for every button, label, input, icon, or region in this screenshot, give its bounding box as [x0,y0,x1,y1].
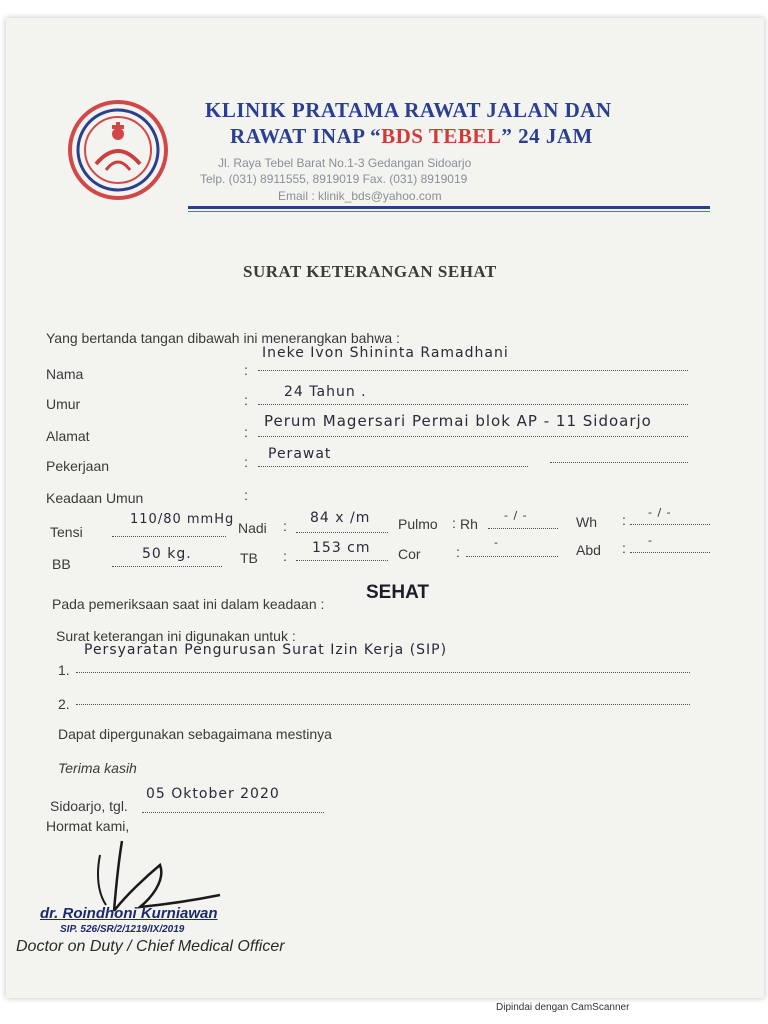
tensi-label: Tensi [50,524,83,540]
nadi-colon: : [283,518,287,534]
abd-colon: : [622,540,626,556]
clinic-name-line1: KLINIK PRATAMA RAWAT JALAN DAN [205,98,612,122]
purpose-2-number: 2. [58,696,70,712]
closing-text: Dapat dipergunakan sebagaimana mestinya [58,726,332,742]
wh-label: Wh [576,514,597,530]
nama-value: Ineke Ivon Shininta Ramadhani [262,345,509,361]
signer-sip: SIP. 526/SR/2/1219/IX/2019 [60,924,185,935]
purpose-1-text: Persyaratan Pengurusan Surat Izin Kerja (SIP) [84,642,448,658]
purpose-1-number: 1. [58,662,70,678]
wh-value: - / - [648,506,672,519]
date-line [142,812,324,813]
intro-text: Yang bertanda tangan dibawah ini menerangkan bahwa : [46,330,400,346]
nadi-value: 84 x /m [310,510,371,526]
abd-label: Abd [576,542,601,558]
date-value: 05 Oktober 2020 [146,786,280,802]
umur-label: Umur [46,396,81,412]
rh-label: Rh [460,516,478,532]
purpose-1-line [76,672,690,673]
conclusion-text: Pada pemeriksaan saat ini dalam keadaan : [52,596,325,612]
pekerjaan-value: Perawat [268,446,332,462]
cor-value: - [494,536,499,549]
conclusion-value: SEHAT [366,582,429,603]
purpose-text: Surat keterangan ini digunakan untuk : [56,628,296,644]
nama-colon: : [244,362,248,378]
signature-mark [30,835,290,915]
tensi-line [112,536,226,537]
pekerjaan-line-2 [550,462,688,463]
nadi-line [296,532,388,533]
rh-line [488,528,558,529]
cor-colon: : [456,544,460,560]
abd-line [630,552,710,553]
tb-colon: : [283,548,287,564]
tb-label: TB [240,550,258,566]
abd-value: - [648,534,653,547]
pekerjaan-label: Pekerjaan [46,458,110,474]
nama-line [258,370,688,371]
clinic-brand: BDS TEBEL [381,124,502,148]
clinic-name-line2 [230,124,593,149]
clinic-logo [66,98,170,202]
wh-colon: : [622,512,626,528]
alamat-value: Perum Magersari Permai blok AP - 11 Sidoarjo [264,412,652,430]
nama-label: Nama [46,366,84,382]
rh-value: - / - [504,509,528,522]
nadi-label: Nadi [238,520,267,536]
signer-role: Doctor on Duty / Chief Medical Officer [16,938,285,955]
umur-colon: : [244,392,248,408]
tb-line [296,560,388,561]
date-prefix: Sidoarjo, tgl. [50,798,128,814]
signer-name: dr. Roindhoni Kurniawan [40,905,218,922]
header-rule [188,206,710,209]
cor-label: Cor [398,546,421,562]
scanner-watermark: Dipindai dengan CamScanner [496,1002,630,1013]
pekerjaan-line [258,466,528,467]
clinic-phone: Telp. (031) 8911555, 8919019 Fax. (031) 8919019 [200,172,468,186]
bb-label: BB [52,556,71,572]
pulmo-label: Pulmo [398,516,438,532]
document-title: SURAT KETERANGAN SEHAT [243,262,497,281]
thanks-text: Terima kasih [58,760,137,776]
tensi-value: 110/80 mmHg [130,512,235,527]
pekerjaan-colon: : [244,454,248,470]
bb-value: 50 kg. [142,546,192,562]
cor-line [466,556,558,557]
umur-line [258,404,688,405]
wh-line [630,524,710,525]
alamat-line [258,436,688,437]
header-rule-accent [188,211,710,212]
tb-value: 153 cm [312,540,371,556]
bb-line [112,566,222,567]
alamat-label: Alamat [46,428,90,444]
umur-value: 24 Tahun . [284,384,367,400]
regards-text: Hormat kami, [46,818,130,834]
clinic-name-prefix: RAWAT INAP “ [230,124,382,148]
pulmo-colon: : [452,515,456,531]
clinic-address: Jl. Raya Tebel Barat No.1-3 Gedangan Sidoarjo [218,156,472,170]
keadaan-colon: : [244,487,248,503]
purpose-2-line [76,704,690,705]
clinic-name-suffix: ” 24 JAM [501,124,593,148]
alamat-colon: : [244,424,248,440]
clinic-email: Email : klinik_bds@yahoo.com [278,189,442,203]
keadaan-label: Keadaan Umun [46,490,144,506]
